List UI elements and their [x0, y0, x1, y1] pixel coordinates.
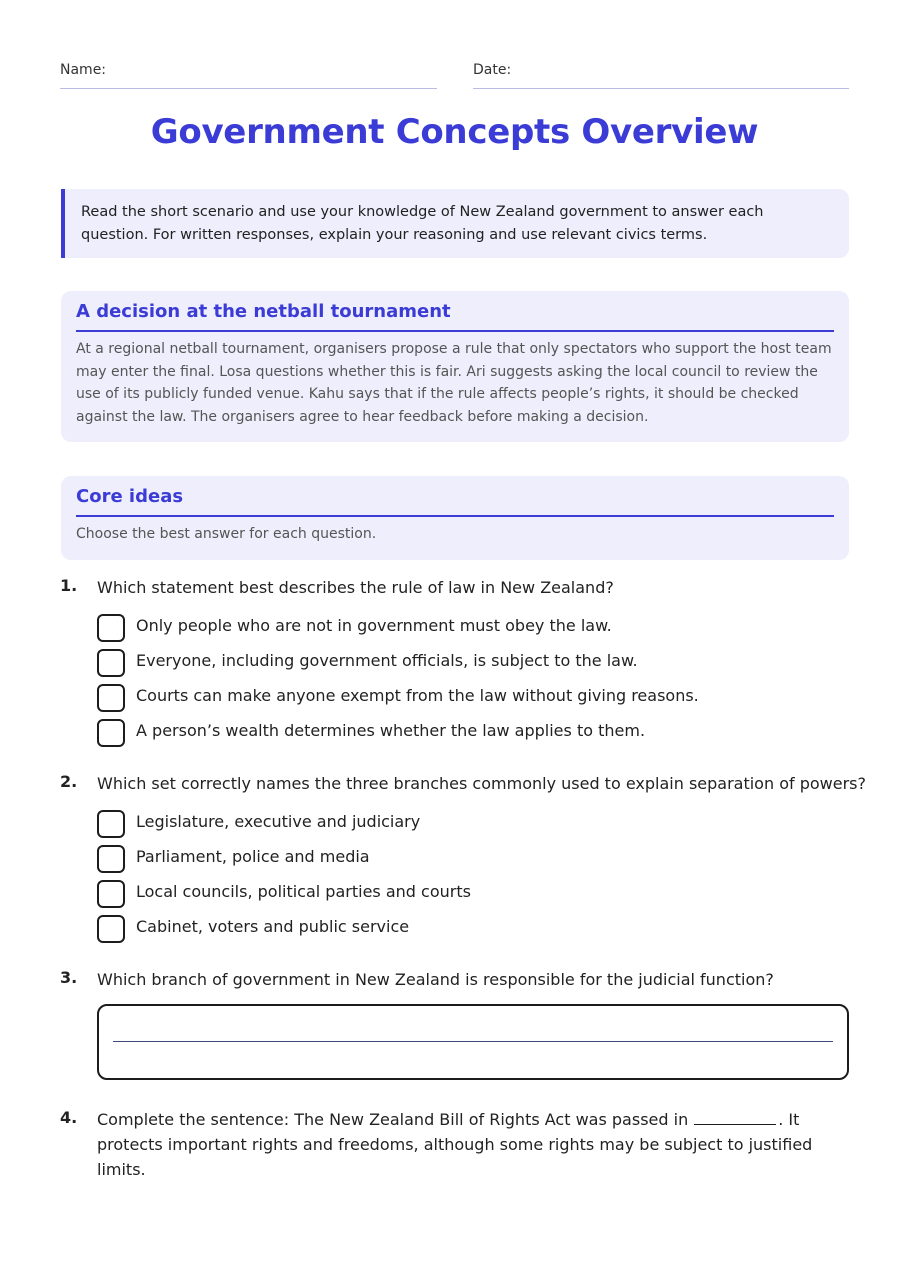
page-title: Government Concepts Overview — [150, 112, 759, 152]
question-number: 2. — [60, 772, 78, 791]
option-label: Cabinet, voters and public service — [136, 917, 410, 936]
option-label: A person’s wealth determines whether the law applies to them. — [136, 721, 646, 740]
answer-option[interactable] — [97, 880, 837, 908]
question-number: 4. — [60, 1108, 78, 1127]
answer-line — [113, 1041, 833, 1042]
written-answer-box[interactable] — [97, 1004, 849, 1080]
sentence-start: Complete the sentence: The New Zealand Bill of Rights Act was passed in — [97, 1110, 689, 1129]
option-label: Parliament, police and media — [136, 847, 370, 866]
core-ideas-heading: Core ideas — [76, 486, 834, 517]
sentence-end: . It protects important rights and freedoms, although some rights may be subject to justified limits. — [97, 1110, 813, 1179]
question-text: Which set correctly names the three branches commonly used to explain separation of powers? — [97, 774, 866, 793]
option-label: Legislature, executive and judiciary — [136, 812, 421, 831]
answer-option[interactable] — [97, 649, 837, 677]
checkbox[interactable] — [97, 649, 125, 677]
answer-option[interactable] — [97, 810, 837, 838]
question-text: Which branch of government in New Zealand is responsible for the judicial function? — [97, 970, 774, 989]
scenario-heading: A decision at the netball tournament — [76, 301, 834, 332]
question-text — [97, 1107, 857, 1182]
scenario-text: At a regional netball tournament, organisers propose a rule that only spectators who support the host team may enter the final. Losa questions whether this is fair. Ari suggests asking the local council to review the use of its publicly funded venue. Kahu says that if the rule affects people’s rights, it should be checked against the law. The organisers agree to hear feedback before making a decision. — [76, 341, 832, 425]
answer-option[interactable] — [97, 684, 837, 712]
checkbox[interactable] — [97, 810, 125, 838]
option-label: Everyone, including government officials, is subject to the law. — [136, 651, 638, 670]
answer-option[interactable] — [97, 915, 837, 943]
scenario-panel — [61, 291, 849, 442]
date-field[interactable] — [473, 60, 849, 89]
answer-option[interactable] — [97, 719, 837, 747]
option-label: Only people who are not in government must obey the law. — [136, 616, 612, 635]
core-ideas-panel — [61, 476, 849, 560]
option-label: Courts can make anyone exempt from the law without giving reasons. — [136, 686, 699, 705]
checkbox[interactable] — [97, 915, 125, 943]
question-number: 3. — [60, 968, 78, 987]
answer-option[interactable] — [97, 614, 837, 642]
question-text: Which statement best describes the rule of law in New Zealand? — [97, 578, 614, 597]
checkbox[interactable] — [97, 684, 125, 712]
question-number: 1. — [60, 576, 78, 595]
name-field[interactable] — [60, 60, 437, 89]
checkbox[interactable] — [97, 719, 125, 747]
checkbox[interactable] — [97, 880, 125, 908]
instructions-box: Read the short scenario and use your knowledge of New Zealand government to answer each question. For written responses, explain your reasoning and use relevant civics terms. — [61, 189, 849, 258]
date-label: Date: — [473, 62, 512, 78]
checkbox[interactable] — [97, 845, 125, 873]
option-label: Local councils, political parties and courts — [136, 882, 471, 901]
checkbox[interactable] — [97, 614, 125, 642]
answer-option[interactable] — [97, 845, 837, 873]
core-ideas-text: Choose the best answer for each question. — [76, 526, 377, 542]
name-label: Name: — [60, 62, 107, 78]
fill-in-blank[interactable] — [694, 1107, 776, 1125]
